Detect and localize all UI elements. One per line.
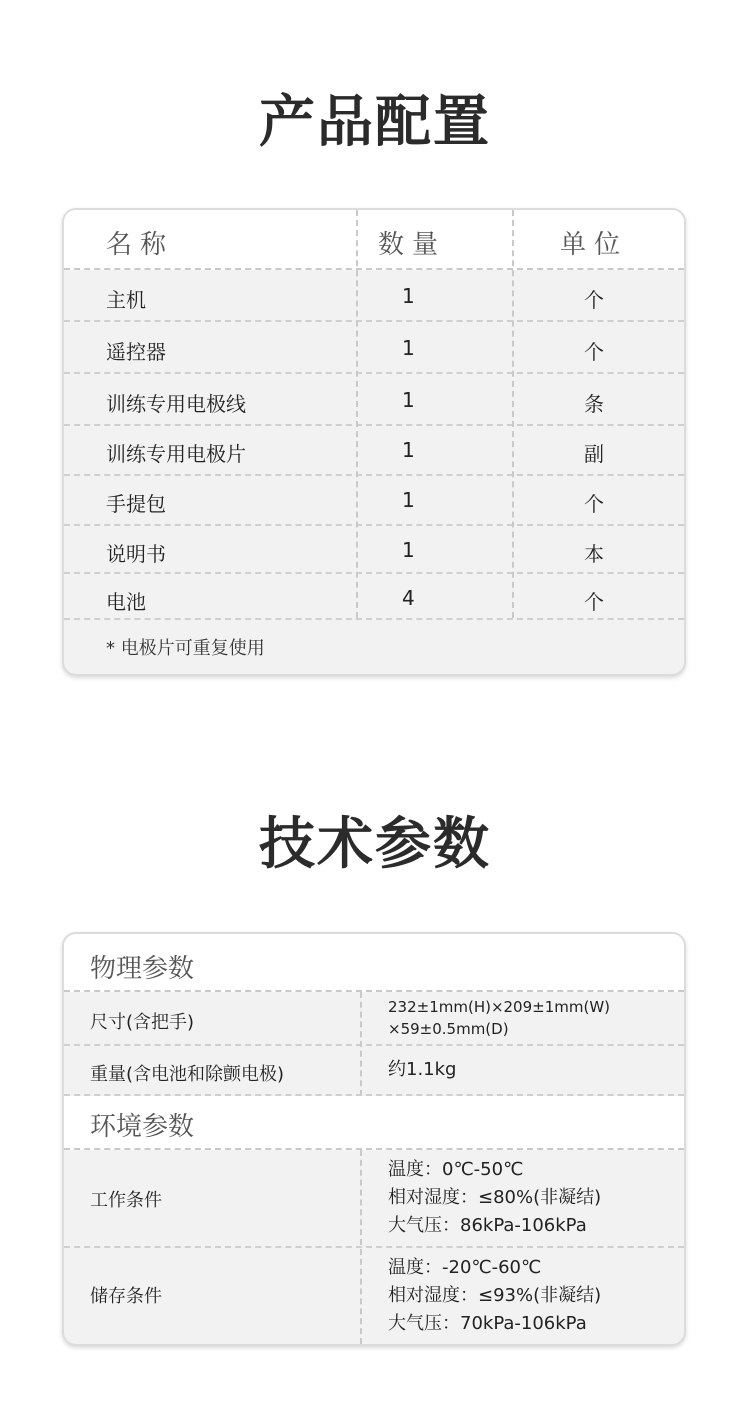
param-value [388, 996, 610, 1040]
item-unit: 个 [584, 590, 604, 614]
param-value [388, 1254, 601, 1338]
column-divider [360, 1150, 362, 1344]
item-qty: 4 [402, 586, 415, 610]
param-key: 储存条件 [90, 1286, 162, 1307]
table-row [64, 322, 684, 374]
column-divider [360, 992, 362, 1096]
item-name: 手提包 [106, 492, 166, 516]
header-quantity: 数量 [378, 230, 447, 260]
table-row [64, 574, 684, 620]
column-divider [356, 210, 358, 618]
item-unit: 副 [584, 442, 604, 466]
table-row [64, 1150, 684, 1248]
item-unit: 条 [584, 392, 604, 416]
table-row [64, 270, 684, 322]
product-config-title: 产品配置 [259, 90, 491, 155]
item-qty: 1 [402, 438, 415, 462]
param-value-line: 232±1mm(H)×209±1mm(W) [388, 998, 611, 1016]
item-name: 说明书 [106, 542, 166, 566]
item-unit: 个 [584, 288, 604, 312]
tech-params-table [62, 932, 686, 1346]
item-qty: 1 [402, 488, 415, 512]
table-row [64, 1248, 684, 1342]
param-value-line: 大气压：86kPa-106kPa [388, 1215, 587, 1236]
param-key: 尺寸(含把手) [90, 1012, 195, 1033]
column-divider [512, 210, 514, 618]
param-value-line: 相对湿度：≤93%(非凝结) [388, 1285, 602, 1306]
param-value [388, 1156, 601, 1240]
param-value [388, 1056, 456, 1084]
tech-params-title: 技术参数 [259, 812, 491, 877]
item-name: 训练专用电极线 [106, 392, 246, 416]
param-value-line: 大气压：70kPa-106kPa [388, 1313, 587, 1334]
param-value-line: 温度：0℃-50℃ [388, 1159, 524, 1180]
item-unit: 本 [584, 542, 604, 566]
item-qty: 1 [402, 336, 415, 360]
table-row [64, 526, 684, 574]
item-name: 训练专用电极片 [106, 442, 246, 466]
item-name: 电池 [106, 590, 146, 614]
table-row [64, 476, 684, 526]
param-value-line: ×59±0.5mm(D) [388, 1020, 509, 1038]
group-header-environment [64, 1096, 684, 1150]
config-table [62, 208, 686, 676]
header-name: 名称 [106, 230, 175, 260]
item-qty: 1 [402, 284, 415, 308]
param-key: 工作条件 [90, 1190, 162, 1211]
group-label: 物理参数 [90, 954, 195, 984]
table-row [64, 992, 684, 1046]
group-label: 环境参数 [90, 1112, 195, 1142]
table-row [64, 426, 684, 476]
item-qty: 1 [402, 388, 415, 412]
config-note: * 电极片可重复使用 [106, 638, 265, 659]
item-qty: 1 [402, 538, 415, 562]
table-row [64, 374, 684, 426]
param-key: 重量(含电池和除颤电极) [90, 1064, 285, 1085]
param-value-line: 约1.1kg [388, 1059, 457, 1080]
group-header-physical [64, 934, 684, 992]
param-value-line: 温度：-20℃-60℃ [388, 1257, 542, 1278]
header-unit: 单位 [560, 230, 629, 260]
item-unit: 个 [584, 492, 604, 516]
item-name: 遥控器 [106, 340, 166, 364]
item-unit: 个 [584, 340, 604, 364]
param-value-line: 相对湿度：≤80%(非凝结) [388, 1187, 602, 1208]
table-row [64, 1046, 684, 1096]
item-name: 主机 [106, 288, 146, 312]
config-table-header [64, 210, 684, 270]
